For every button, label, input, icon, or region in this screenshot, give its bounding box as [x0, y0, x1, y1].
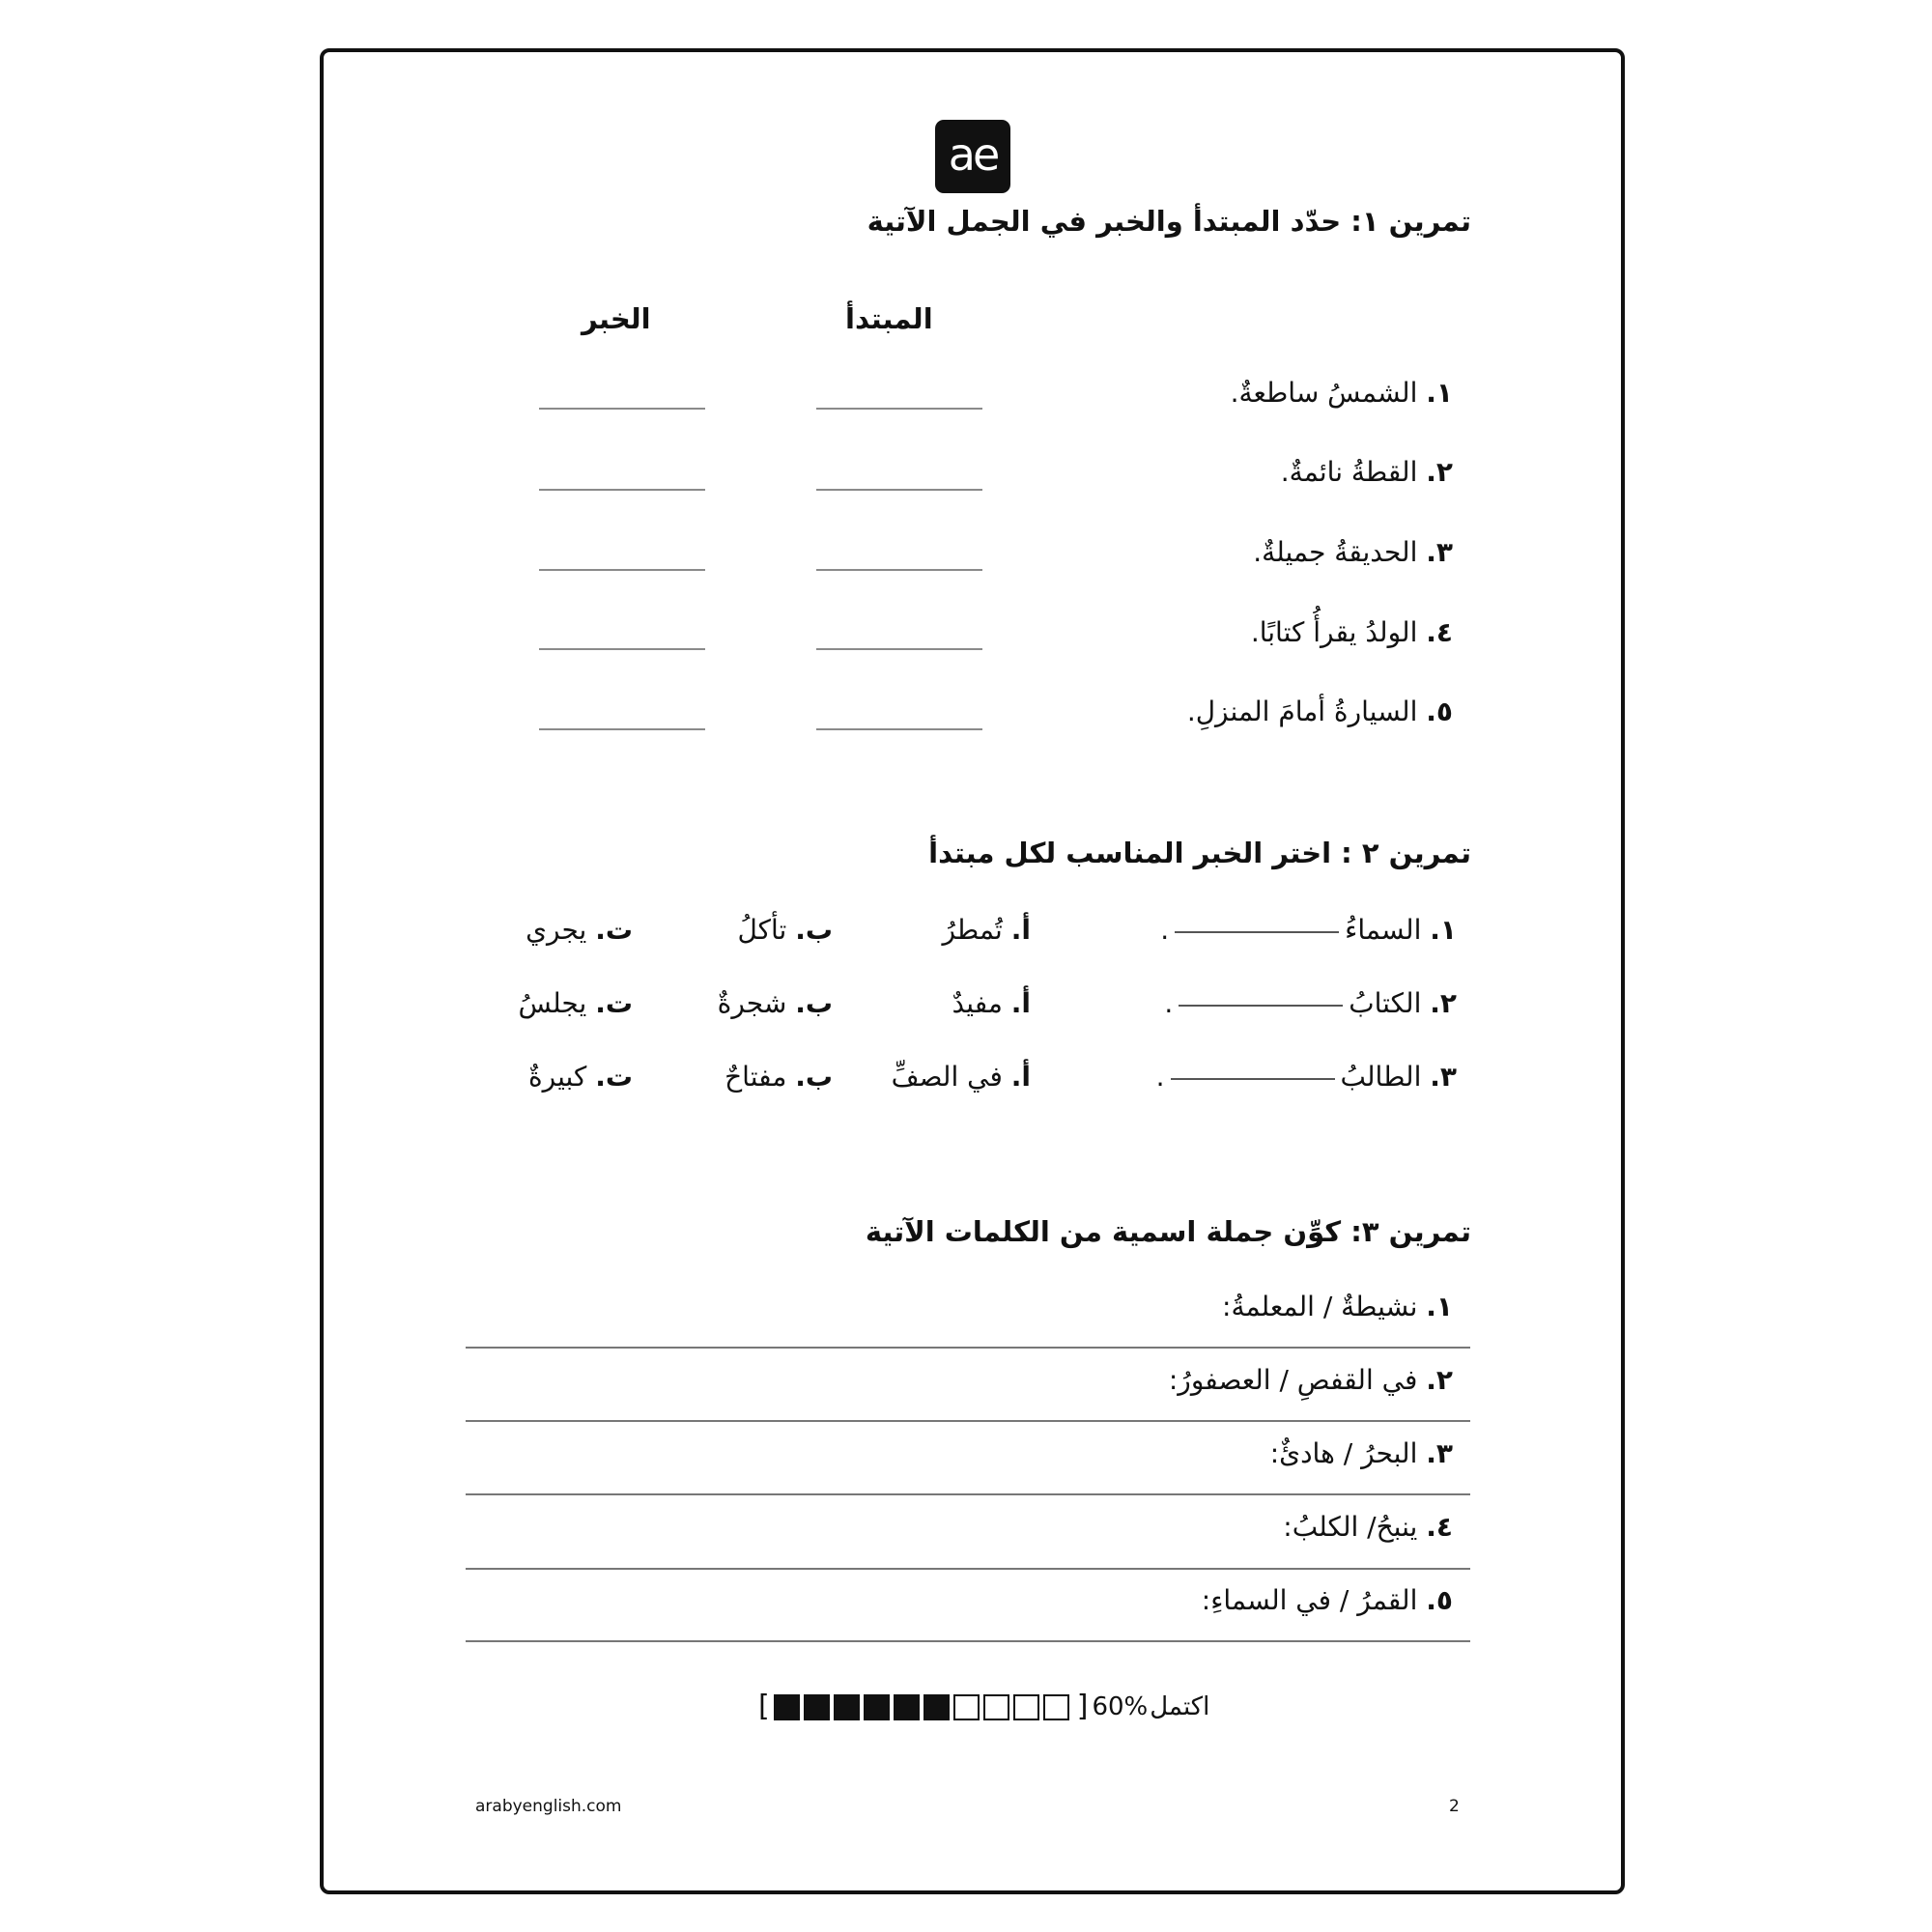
option-text: مفتاحٌ [724, 1061, 787, 1093]
ex2-item-1-option-t[interactable] [526, 914, 633, 946]
ex2-answer-blank[interactable] [1175, 929, 1339, 933]
ex2-item-1-option-a[interactable] [942, 914, 1031, 946]
ex1-item-number: ٢. [1426, 456, 1453, 488]
ex2-item-number: ٣. [1430, 1061, 1457, 1093]
ex3-item-number: ١. [1426, 1291, 1453, 1322]
ex3-item-words: القمرُ / في السماءِ: [1201, 1584, 1418, 1616]
khabar-answer-blank[interactable] [539, 728, 705, 730]
ex2-answer-blank[interactable] [1179, 1003, 1343, 1007]
logo-text: ae [948, 128, 998, 181]
ex3-item-1 [1222, 1291, 1453, 1322]
option-label: ب. [795, 1061, 833, 1093]
progress-box-filled [834, 1694, 860, 1720]
mubtada-answer-blank[interactable] [816, 728, 982, 730]
ex3-item-number: ٥. [1426, 1584, 1453, 1616]
ex2-item-3-stem [1156, 1061, 1457, 1093]
khabar-answer-blank[interactable] [539, 408, 705, 410]
option-text: شجرةٌ [717, 987, 787, 1019]
ex1-item-sentence: الحديقةُ جميلةٌ. [1253, 536, 1418, 568]
exercise3-title: تمرين ٣: كوِّن جملة اسمية من الكلمات الآتية [865, 1215, 1471, 1248]
progress-box-empty [1013, 1694, 1039, 1720]
ex2-item-3-option-t[interactable] [528, 1061, 633, 1093]
ex3-answer-line[interactable] [466, 1347, 1470, 1349]
option-label: ب. [795, 987, 833, 1019]
ex1-item-sentence: الشمسُ ساطعةٌ. [1230, 377, 1418, 409]
progress-indicator [758, 1689, 1209, 1725]
option-label: ت. [595, 914, 633, 946]
exercise1-title: تمرين ١: حدّد المبتدأ والخبر في الجمل الآتية [867, 205, 1471, 238]
progress-box-filled [774, 1694, 800, 1720]
ex2-item-1-stem [1160, 914, 1457, 946]
mubtada-answer-blank[interactable] [816, 648, 982, 650]
ex2-item-2-option-t[interactable] [518, 987, 633, 1019]
exercise2-title: تمرين ٢ : اختر الخبر المناسب لكل مبتدأ [928, 837, 1471, 869]
ex2-item-2-option-a[interactable] [952, 987, 1031, 1019]
ex2-answer-blank[interactable] [1171, 1076, 1335, 1080]
option-text: كبيرةٌ [527, 1061, 587, 1093]
page-number: 2 [1449, 1797, 1460, 1816]
ex2-item-dot: . [1160, 914, 1170, 946]
ex1-item-1 [1231, 377, 1453, 409]
ex2-item-3-option-a[interactable] [892, 1061, 1031, 1093]
khabar-answer-blank[interactable] [539, 569, 705, 571]
ex3-item-number: ٤. [1426, 1511, 1453, 1543]
ex2-item-number: ١. [1430, 914, 1457, 946]
ex1-item-sentence: الولدُ يقرأُ كتابًا. [1250, 616, 1418, 648]
ex3-answer-line[interactable] [466, 1493, 1470, 1495]
footer-website: arabyenglish.com [475, 1797, 622, 1816]
logo [935, 120, 1010, 193]
progress-percent: 60% [1092, 1692, 1149, 1721]
progress-label: اكتمل [1150, 1692, 1210, 1721]
khabar-answer-blank[interactable] [539, 489, 705, 491]
option-text: مفيدٌ [952, 987, 1003, 1019]
ex2-item-subject: الطالبُ [1340, 1061, 1422, 1093]
progress-box-empty [983, 1694, 1009, 1720]
ex3-answer-line[interactable] [466, 1420, 1470, 1422]
ex2-item-2-stem [1164, 987, 1457, 1019]
progress-box-empty [953, 1694, 980, 1720]
ex3-answer-line[interactable] [466, 1640, 1470, 1642]
ex3-item-5 [1202, 1584, 1453, 1616]
ex2-item-3-option-b[interactable] [724, 1061, 833, 1093]
column-header-mubtada: المبتدأ [845, 302, 933, 335]
ex3-item-2 [1169, 1364, 1453, 1396]
ex1-item-number: ١. [1426, 377, 1453, 409]
option-label: أ. [1010, 987, 1031, 1019]
mubtada-answer-blank[interactable] [816, 408, 982, 410]
worksheet-page [320, 48, 1625, 1894]
progress-bracket-close: ] [1076, 1690, 1089, 1723]
mubtada-answer-blank[interactable] [816, 569, 982, 571]
option-text: تُمطرُ [942, 914, 1003, 946]
option-label: أ. [1010, 1061, 1031, 1093]
option-text: يجري [526, 914, 587, 946]
ex3-item-words: نشيطةٌ / المعلمةُ: [1222, 1291, 1418, 1322]
ex1-item-3 [1253, 536, 1453, 568]
option-text: تأكلُ [737, 914, 787, 946]
progress-box-filled [894, 1694, 920, 1720]
ex1-item-5 [1187, 696, 1453, 727]
ex3-item-4 [1283, 1511, 1453, 1543]
ex1-item-2 [1281, 456, 1453, 488]
progress-box-filled [864, 1694, 890, 1720]
ex3-answer-line[interactable] [466, 1568, 1470, 1570]
progress-box-filled [923, 1694, 950, 1720]
progress-bracket-open: [ [758, 1690, 770, 1723]
progress-box-empty [1043, 1694, 1069, 1720]
ex3-item-words: البحرُ / هادئٌ: [1269, 1437, 1418, 1469]
ex3-item-words: ينبحُ/ الكلبُ: [1283, 1511, 1418, 1543]
ex2-item-subject: الكتابُ [1349, 987, 1422, 1019]
ex3-item-words: في القفصِ / العصفورُ: [1168, 1364, 1418, 1396]
option-label: ب. [795, 914, 833, 946]
ex2-item-2-option-b[interactable] [718, 987, 833, 1019]
ex3-item-number: ٣. [1426, 1437, 1453, 1469]
column-header-khabar: الخبر [582, 302, 651, 335]
ex1-item-number: ٤. [1426, 616, 1453, 648]
ex1-item-4 [1251, 616, 1453, 648]
ex1-item-sentence: السيارةُ أمامَ المنزلِ. [1186, 696, 1418, 727]
ex2-item-dot: . [1164, 987, 1174, 1019]
mubtada-answer-blank[interactable] [816, 489, 982, 491]
ex2-item-number: ٢. [1430, 987, 1457, 1019]
option-label: ت. [595, 1061, 633, 1093]
progress-box-filled [804, 1694, 830, 1720]
ex2-item-1-option-b[interactable] [737, 914, 833, 946]
progress-bar [774, 1694, 1073, 1720]
ex1-item-number: ٣. [1426, 536, 1453, 568]
option-label: أ. [1010, 914, 1031, 946]
ex2-item-subject: السماءُ [1345, 914, 1422, 946]
ex3-item-3 [1270, 1437, 1453, 1469]
khabar-answer-blank[interactable] [539, 648, 705, 650]
option-label: ت. [595, 987, 633, 1019]
ex1-item-sentence: القطةُ نائمةٌ. [1280, 456, 1418, 488]
ex1-item-number: ٥. [1426, 696, 1453, 727]
ex2-item-dot: . [1155, 1061, 1165, 1093]
ex3-item-number: ٢. [1426, 1364, 1453, 1396]
option-text: في الصفِّ [891, 1061, 1003, 1093]
option-text: يجلسُ [518, 987, 587, 1019]
